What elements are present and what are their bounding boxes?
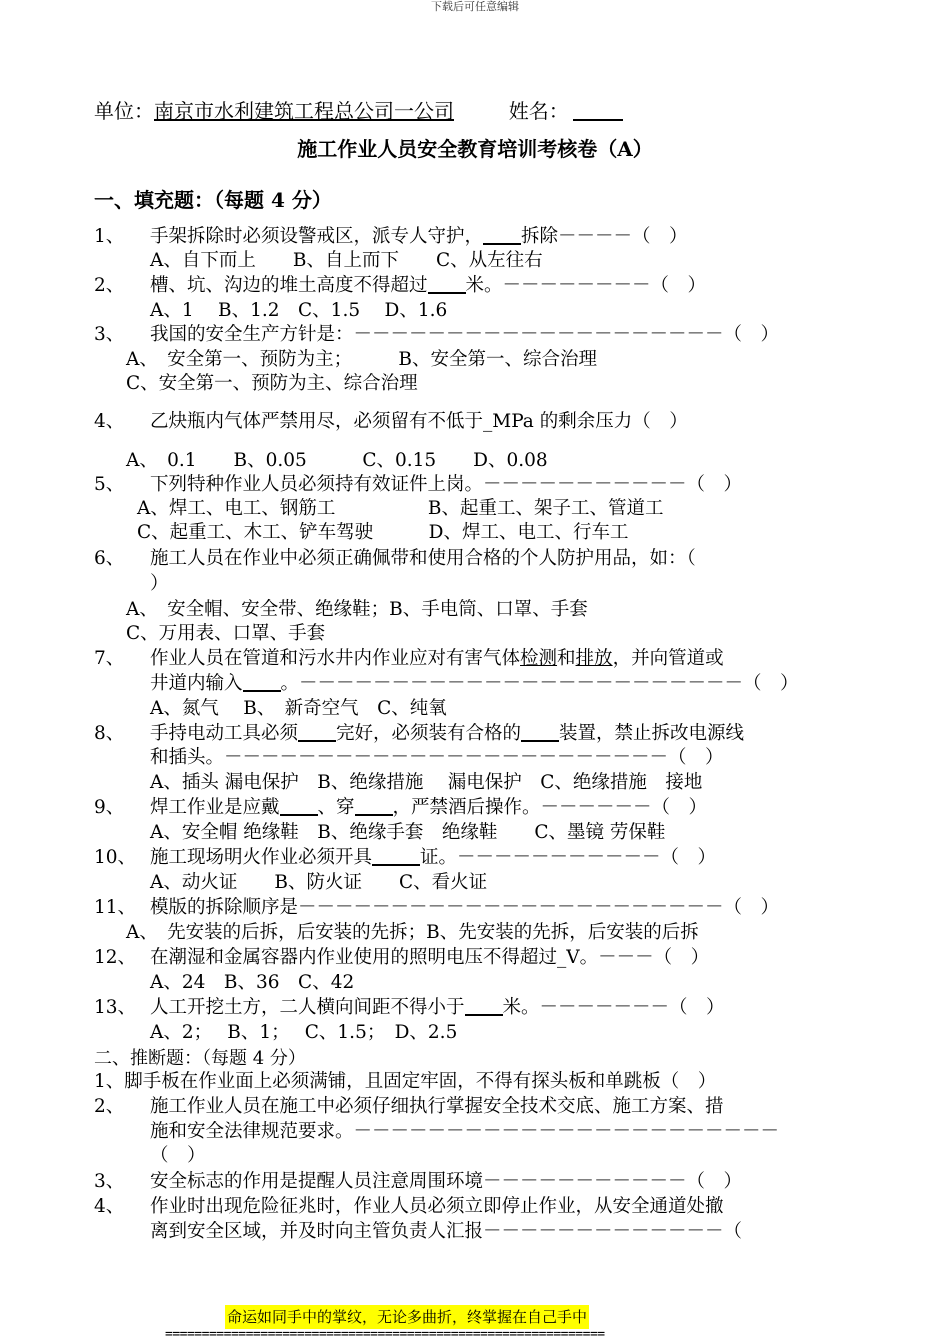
q10-options: A、动火证 B、防火证 C、看火证 bbox=[150, 872, 488, 893]
footer-note: 命运如同手中的掌纹，无论多曲折，终掌握在自己手中 bbox=[225, 1305, 589, 1329]
q7-options: A、氮气 B、 新奇空气 C、纯氧 bbox=[150, 698, 447, 719]
q3-number: 3、 bbox=[94, 324, 125, 345]
q3-options-2: C、安全第一、预防为主、综合治理 bbox=[126, 373, 418, 394]
q5-options-1: A、焊工、电工、钢筋工 B、起重工、架子工、管道工 bbox=[137, 498, 664, 519]
q12-options: A、24 B、36 C、42 bbox=[150, 972, 355, 993]
q10-text: 施工现场明火作业必须开具 证。－－－－－－－－－－－（ ） bbox=[150, 847, 717, 868]
q1-number: 1、 bbox=[94, 226, 125, 247]
q4-options: A、 0.1 B、0.05 C、0.15 D、0.08 bbox=[126, 450, 548, 471]
q3-text: 我国的安全生产方针是：－－－－－－－－－－－－－－－－－－－－（ ） bbox=[150, 324, 780, 345]
q5-text: 下列特种作业人员必须持有效证件上岗。－－－－－－－－－－－（ ） bbox=[150, 474, 743, 495]
q2-number: 2、 bbox=[94, 275, 125, 296]
j3-number: 3、 bbox=[94, 1171, 125, 1192]
q7-number: 7、 bbox=[94, 648, 125, 669]
q13-text: 人工开挖土方，二人横向间距不得小于 米。－－－－－－－（ ） bbox=[150, 997, 725, 1018]
q9-text: 焊工作业是应戴 、穿 ，严禁酒后操作。－－－－－－（ ） bbox=[150, 797, 708, 818]
q6-text: 施工人员在作业中必须正确佩带和使用合格的个人防护用品，如：（ bbox=[150, 548, 696, 569]
judgement-4-line-2: 离到安全区域，并及时向主管负责人汇报－－－－－－－－－－－－－（ bbox=[150, 1221, 743, 1242]
footer-rule: ============================================================ bbox=[165, 1327, 605, 1342]
name-label: 姓名： bbox=[508, 99, 569, 123]
q1-options: A、自下而上 B、自上而下 C、从左往右 bbox=[150, 250, 543, 271]
q7-text: 作业人员在管道和污水井内作业应对有害气体检测和排放，并向管道或 bbox=[150, 648, 724, 669]
q10-number: 10、 bbox=[94, 847, 137, 868]
judgement-2-line-2: 施和安全法律规范要求。－－－－－－－－－－－－－－－－－－－－－－－ bbox=[150, 1121, 780, 1142]
q13-number: 13、 bbox=[94, 997, 137, 1018]
q6-close: ） bbox=[150, 573, 169, 594]
q12-number: 12、 bbox=[94, 947, 137, 968]
q6-number: 6、 bbox=[94, 548, 125, 569]
q8-text-2: 和插头。－－－－－－－－－－－－－－－－－－－－－－－－（ ） bbox=[150, 747, 724, 768]
q9-options: A、安全帽 绝缘鞋 B、绝缘手套 绝缘鞋 C、墨镜 劳保鞋 bbox=[150, 822, 666, 843]
q4-text: 乙炔瓶内气体严禁用尽，必须留有不低于_MPa 的剩余压力（ ） bbox=[150, 411, 688, 432]
q5-options-2: C、起重工、木工、铲车驾驶 D、焊工、电工、行车工 bbox=[137, 522, 629, 543]
q8-number: 8、 bbox=[94, 723, 125, 744]
j3-text: 安全标志的作用是提醒人员注意周围环境－－－－－－－－－－－（ ） bbox=[150, 1171, 743, 1192]
q3-options-1: A、 安全第一、预防为主； B、安全第一、综合治理 bbox=[126, 349, 597, 370]
q5-number: 5、 bbox=[94, 474, 125, 495]
q4-number: 4、 bbox=[94, 411, 125, 432]
q11-number: 11、 bbox=[94, 897, 137, 918]
j4-number: 4、 bbox=[94, 1196, 125, 1217]
top-note: 下载后可任意编辑 bbox=[431, 0, 519, 13]
q1-text: 手架拆除时必须设警戒区，派专人守护， 拆除－－－－（ ） bbox=[150, 226, 688, 247]
unit-value: 南京市水利建筑工程总公司一公司 bbox=[154, 99, 454, 123]
q11-options: A、 先安装的后拆，后安装的先拆；B、先安装的先拆，后安装的后拆 bbox=[126, 922, 699, 943]
j4-text: 作业时出现危险征兆时，作业人员必须立即停止作业，从安全通道处撤 bbox=[150, 1196, 724, 1217]
judgement-2-line-3: （ ） bbox=[150, 1145, 206, 1166]
q13-options: A、2； B、1； C、1.5； D、2.5 bbox=[150, 1022, 458, 1043]
q12-text: 在潮湿和金属容器内作业使用的照明电压不得超过_V。－－－（ ） bbox=[150, 947, 710, 968]
exam-title: 施工作业人员安全教育培训考核卷（A） bbox=[297, 137, 653, 161]
q11-text: 模版的拆除顺序是－－－－－－－－－－－－－－－－－－－－－－－（ ） bbox=[150, 897, 780, 918]
q2-text: 槽、坑、沟边的堆土高度不得超过 米。－－－－－－－－（ ） bbox=[150, 275, 707, 296]
q9-number: 9、 bbox=[94, 797, 125, 818]
judgement-1: 1、脚手板在作业面上必须满铺，且固定牢固，不得有探头板和单跳板（ ） bbox=[94, 1071, 717, 1092]
q7-text-2: 井道内输入 。－－－－－－－－－－－－－－－－－－－－－－－－（ ） bbox=[150, 673, 799, 694]
section-judgement: 二、推断题：（每题 4 分） bbox=[94, 1048, 306, 1069]
j2-number: 2、 bbox=[94, 1096, 125, 1117]
q6-options-1: A、 安全帽、安全带、绝缘鞋；B、手电筒、口罩、手套 bbox=[126, 599, 588, 620]
name-blank bbox=[573, 99, 623, 121]
q8-options: A、插头 漏电保护 B、绝缘措施 漏电保护 C、绝缘措施 接地 bbox=[150, 772, 703, 793]
q6-options-2: C、万用表、口罩、手套 bbox=[126, 623, 326, 644]
j2-text: 施工作业人员在施工中必须仔细执行掌握安全技术交底、施工方案、措 bbox=[150, 1096, 724, 1117]
section-fill-in: 一、填充题：（每题 4 分） bbox=[94, 188, 332, 212]
q8-text: 手持电动工具必须 完好，必须装有合格的 装置，禁止拆改电源线 bbox=[150, 723, 745, 744]
q2-options: A、1 B、1.2 C、1.5 D、1.6 bbox=[150, 300, 448, 321]
unit-label: 单位： bbox=[94, 99, 154, 123]
header-line bbox=[94, 97, 623, 125]
